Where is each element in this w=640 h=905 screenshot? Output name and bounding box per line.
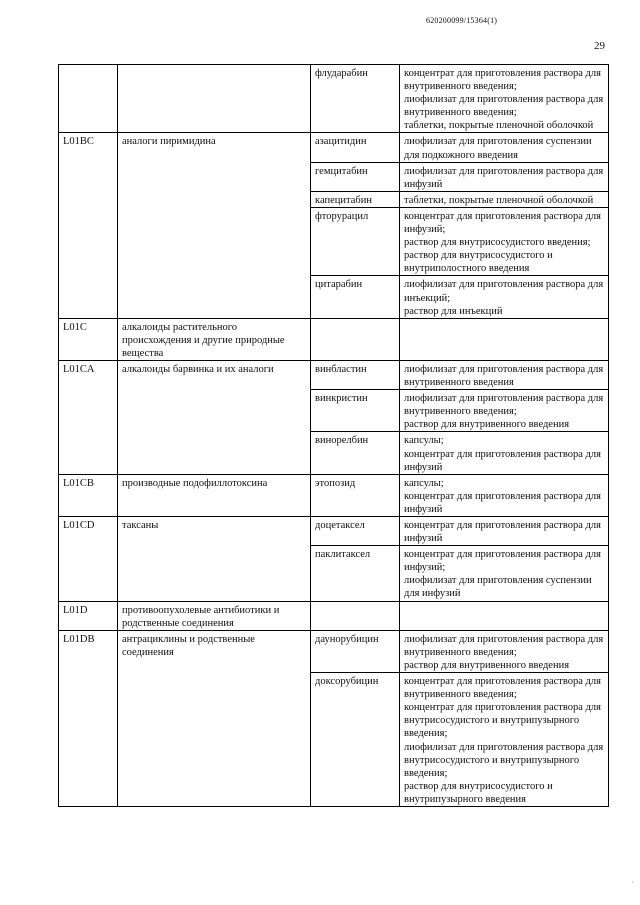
table-row	[59, 630, 609, 672]
drug-classification-table	[58, 64, 609, 807]
group-name-cell: противоопухолевые антибиотики и родственные соединения	[118, 601, 311, 630]
dosage-form: лиофилизат для приготовления раствора для внутривенного введения	[404, 363, 604, 389]
group-name-cell: аналоги пиримидина	[118, 133, 311, 318]
dosage-form: концентрат для приготовления раствора для внутривенного введения;	[404, 676, 601, 701]
dosage-forms-cell	[400, 546, 609, 601]
dosage-form: лиофилизат для приготовления раствора для инъекций;	[404, 279, 604, 304]
dosage-form: раствор для внутрисосудистого и внутриполостного введения	[404, 250, 553, 275]
table-row	[59, 474, 609, 516]
drug-name-cell: винбластин	[311, 360, 400, 389]
atc-code-cell: L01C	[59, 318, 118, 360]
group-name-cell: алкалоиды барвинка и их аналоги	[118, 360, 311, 474]
atc-code-cell: L01DB	[59, 630, 118, 806]
drug-name-cell: доксорубицин	[311, 673, 400, 807]
dosage-form: концентрат для приготовления раствора для инфузий	[404, 520, 601, 545]
dosage-form: капсулы;	[404, 435, 444, 447]
atc-code-cell: L01BC	[59, 133, 118, 318]
table-row	[59, 601, 609, 630]
atc-code-cell: L01CA	[59, 360, 118, 474]
dosage-forms-cell	[400, 65, 609, 133]
drug-name-cell: доцетаксел	[311, 517, 400, 546]
dosage-forms-cell	[400, 390, 609, 432]
group-name-cell: алкалоиды растительного происхождения и другие природные вещества	[118, 318, 311, 360]
dosage-form: концентрат для приготовления раствора для инфузий;	[404, 210, 601, 236]
dosage-form: таблетки, покрытые пленочной оболочкой	[404, 194, 594, 206]
dosage-form: концентрат для приготовления раствора для внутрисосудистого и внутрипузырного введения;	[404, 702, 601, 740]
drug-name-cell: паклитаксел	[311, 546, 400, 601]
dosage-forms-cell	[400, 630, 609, 672]
table-row	[59, 360, 609, 389]
page-number: 29	[594, 40, 605, 52]
dosage-form: капсулы;	[404, 477, 444, 489]
table-row	[59, 133, 609, 162]
dosage-forms-cell	[400, 276, 609, 318]
dosage-form: лиофилизат для приготовления суспензии для инфузий	[404, 575, 592, 600]
dosage-forms-cell	[400, 432, 609, 474]
dosage-forms-cell	[400, 517, 609, 546]
dosage-form: концентрат для приготовления раствора для внутривенного введения;	[404, 68, 601, 93]
drug-name-cell: цитарабин	[311, 276, 400, 318]
dosage-forms-cell	[400, 474, 609, 516]
drug-name-cell: флударабин	[311, 65, 400, 133]
dosage-form: раствор для инъекций	[404, 305, 503, 317]
drug-name-cell: фторурацил	[311, 207, 400, 275]
dosage-forms-cell	[400, 162, 609, 191]
document-id: 620200099/15364(1)	[426, 16, 498, 25]
atc-code-cell	[59, 65, 118, 133]
atc-code-cell: L01D	[59, 601, 118, 630]
group-name-cell	[118, 65, 311, 133]
scan-artifact-mark: ·	[631, 878, 634, 887]
dosage-form: раствор для внутрисосудистого введения;	[404, 237, 591, 249]
drug-name-cell: этопозид	[311, 474, 400, 516]
drug-name-cell: винорелбин	[311, 432, 400, 474]
atc-code-cell: L01CD	[59, 517, 118, 602]
dosage-form: концентрат для приготовления раствора для инфузий	[404, 490, 601, 515]
dosage-forms-cell	[400, 673, 609, 807]
dosage-forms-cell	[400, 360, 609, 389]
dosage-form: лиофилизат для приготовления раствора для внутривенного введения;	[404, 393, 604, 418]
table-row	[59, 517, 609, 546]
dosage-form: раствор для внутрисосудистого и внутрипузырного введения	[404, 780, 553, 805]
drug-name-cell: гемцитабин	[311, 162, 400, 191]
dosage-form: лиофилизат для приготовления раствора для внутрисосудистого и внутрипузырного введения;	[404, 741, 604, 779]
group-name-cell: производные подофиллотоксина	[118, 474, 311, 516]
group-name-cell: антрациклины и родственные соединения	[118, 630, 311, 806]
dosage-forms-cell	[400, 318, 609, 360]
drug-name-cell	[311, 601, 400, 630]
drug-name-cell: азацитидин	[311, 133, 400, 162]
dosage-forms-cell	[400, 133, 609, 162]
atc-code-cell: L01CB	[59, 474, 118, 516]
drug-name-cell: даунорубицин	[311, 630, 400, 672]
group-name-cell: таксаны	[118, 517, 311, 602]
dosage-form: лиофилизат для приготовления суспензии для подкожного введения	[404, 136, 592, 161]
dosage-forms-cell	[400, 207, 609, 275]
dosage-forms-cell	[400, 601, 609, 630]
drug-name-cell: винкристин	[311, 390, 400, 432]
drug-name-cell	[311, 318, 400, 360]
dosage-form: лиофилизат для приготовления раствора для внутривенного введения;	[404, 94, 604, 119]
dosage-forms-cell	[400, 191, 609, 207]
dosage-form: лиофилизат для приготовления раствора для инфузий	[404, 165, 604, 190]
dosage-form: лиофилизат для приготовления раствора для внутривенного введения;	[404, 633, 604, 658]
dosage-form: раствор для внутривенного введения	[404, 419, 570, 431]
dosage-form: концентрат для приготовления раствора для инфузий	[404, 448, 601, 473]
dosage-form: раствор для внутривенного введения	[404, 659, 570, 671]
table-row	[59, 65, 609, 133]
dosage-form: таблетки, покрытые пленочной оболочкой	[404, 120, 594, 132]
dosage-form: концентрат для приготовления раствора для инфузий;	[404, 549, 601, 574]
table-row	[59, 318, 609, 360]
drug-name-cell: капецитабин	[311, 191, 400, 207]
